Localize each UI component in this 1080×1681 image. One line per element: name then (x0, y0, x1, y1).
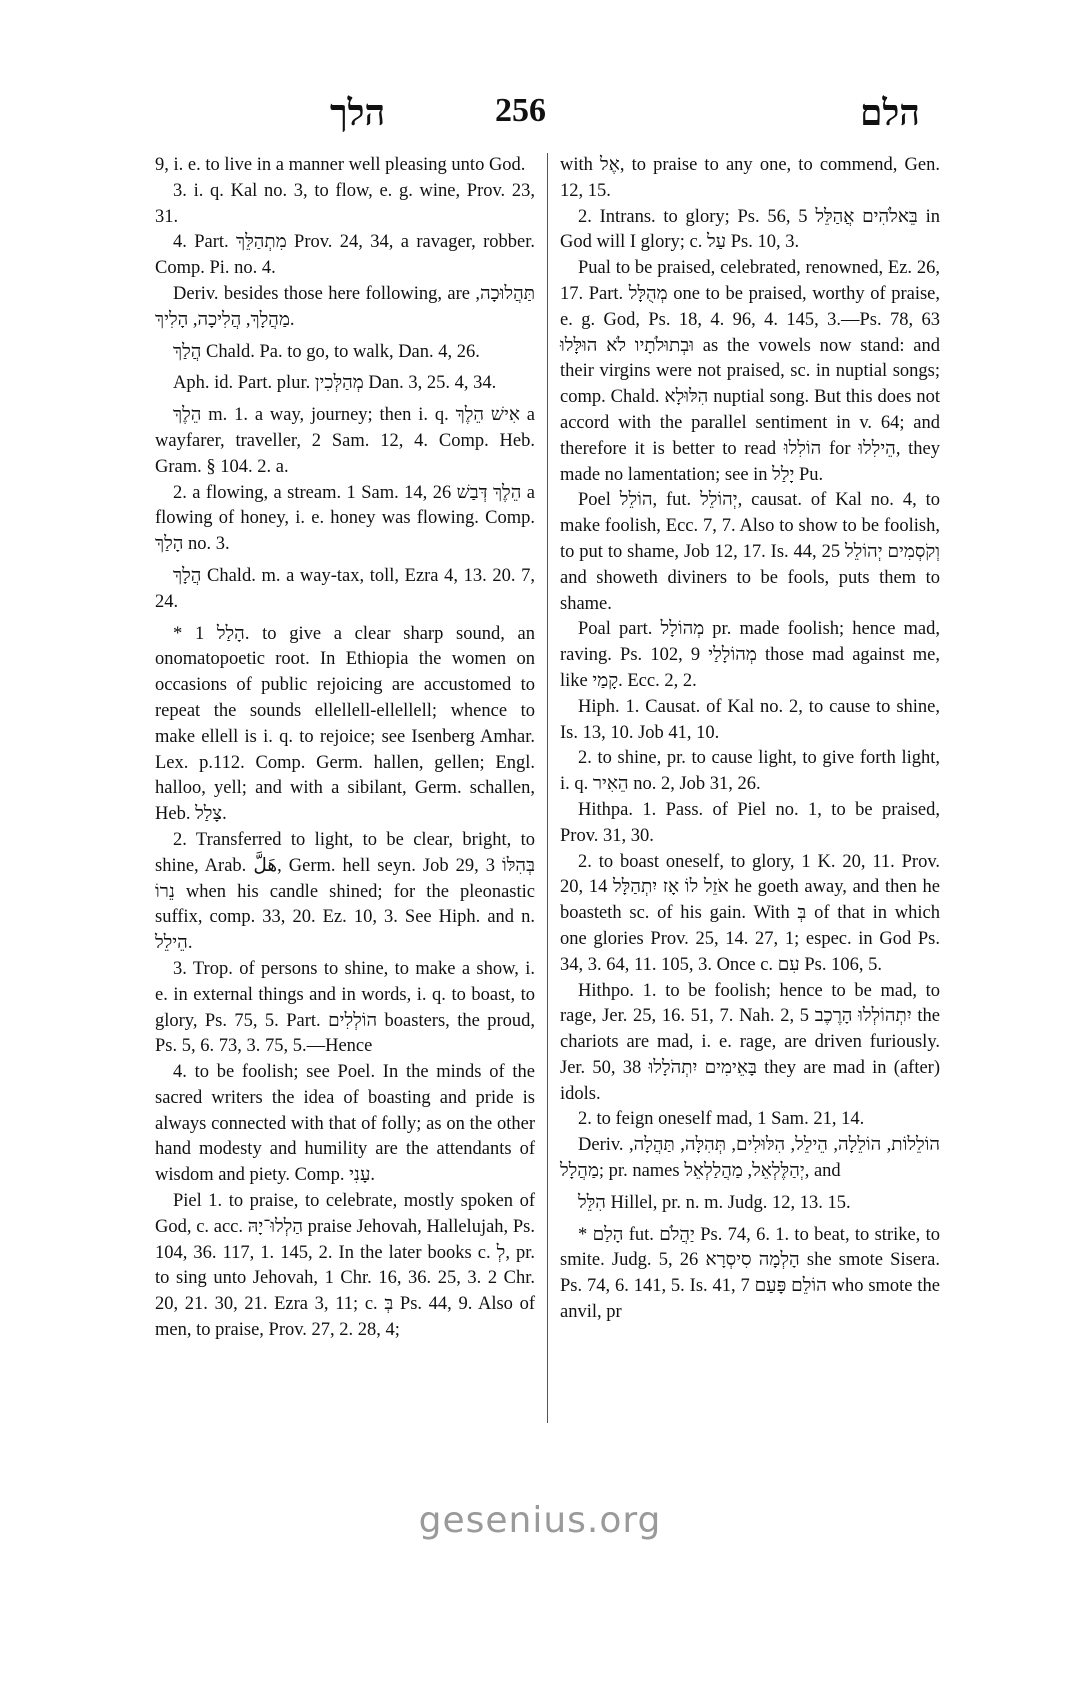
entry-headword-paragraph: הֵלֶךְ m. 1. a way, journey; then i. q. אִישׁ הֵלֶךְ a wayfarer, traveller, 2 Sam. 12, 4. Comp. Heb. Gram. § 104. 2. a. (155, 405, 535, 477)
entry-paragraph: 2. Transferred to light, to be clear, bright, to shine, Arab. هَلَّ, Germ. hell seyn. Job 29, 3 בְּהִלּוֹ נֵרוֹ when his candle shined; for the pleonastic suffix, comp. 33, 20. Ez. 10, 3. See Hiph. and n. הֵילֵל. (155, 829, 535, 954)
entry-paragraph: 2. Intrans. to glory; Ps. 56, 5 בֵּאלֹהִים אֲהַלֵּל in God will I glory; c. עַל Ps. 10, 3. (560, 206, 940, 253)
entry-paragraph: Hithpo. 1. to be foolish; hence to be mad, to rage, Jer. 25, 16. 51, 7. Nah. 2, 5 יִתְהוֹלְלוּ הָרֶכֶב the chariots are mad, i. e. rage, are driven furiously. Jer. 50, 38 בָּאֵימִים יִתְהֹלָלוּ they are mad in (after) idols. (560, 980, 940, 1104)
entry-headword-paragraph: הִלֵּל Hillel, pr. n. m. Judg. 12, 13. 15. (578, 1192, 851, 1213)
right-column (560, 153, 940, 1326)
page-number: 256 (495, 92, 546, 129)
page-header (150, 92, 940, 152)
entry-paragraph: Poal part. מְהוֹלָל pr. made foolish; hence mad, raving. Ps. 102, 9 מְהוֹלָלַי those mad against me, like קָמַי. Ecc. 2, 2. (560, 619, 941, 691)
column-divider (547, 153, 548, 1423)
entry-paragraph: 4. Part. מִתְהַלֵּךְ Prov. 24, 34, a ravager, robber. Comp. Pi. no. 4. (155, 232, 535, 279)
entry-paragraph: 2. to shine, pr. to cause light, to give forth light, i. q. הֵאִיר no. 2, Job 31, 26. (560, 748, 940, 795)
entry-paragraph: Pual to be praised, celebrated, renowned, Ez. 26, 17. Part. מְהֻלָּל one to be praised, worthy of praise, e. g. God, Ps. 18, 4. 96, 4. 145, 3.—Ps. 78, 63 וּבְתוּלֹתָיו לֹא הוּלָּלוּ as the vowels now stand: and their virgins were not praised, sc. in nuptial songs; comp. Chald. הִלּוּלָא nuptial song. But this does not accord with the parallel sentiment in v. 64; and therefore it is better to read הוֹלִלוּ for הֵילִלוּ, they made no lamentation; see in יָלַל Pu. (560, 258, 941, 485)
header-headword-left: הלך (330, 93, 386, 133)
entry-paragraph: Deriv. besides those here following, are תַּהֲלוּכָה, מַהֲלָךְ, הֲלִיכָה, הָלִיךְ. (155, 283, 535, 330)
entry-paragraph: 9, i. e. to live in a manner well pleasing unto God. (155, 155, 526, 175)
entry-paragraph: Piel 1. to praise, to celebrate, mostly spoken of God, c. acc. הַלְלוּ־יָהּ praise Jehovah, Hallelujah, Ps. 104, 36. 117, 1. 145, 2. In the later books c. לְ, pr. to sing unto Jehovah, 1 Chr. 16, 36. 25, 3. 2 Chr. 20, 21. 30, 21. Ezra 3, 11; c. בְּ Ps. 44, 9. Also of men, to praise, Prov. 27, 2. 28, 4; (155, 1191, 535, 1341)
entry-paragraph: Hithpa. 1. Pass. of Piel no. 1, to be praised, Prov. 31, 30. (560, 799, 940, 846)
entry-paragraph: with אֶל, to praise to any one, to commend, Gen. 12, 15. (560, 155, 941, 201)
header-headword-right: הלם (859, 93, 920, 133)
entry-paragraph: 2. a flowing, a stream. 1 Sam. 14, 26 הֵלֶךְ דְּבַשׁ a flowing of honey, i. e. honey was flowing. Comp. הָלַךְ no. 3. (155, 482, 535, 555)
entry-paragraph: 2. to feign oneself mad, 1 Sam. 21, 14. (578, 1109, 865, 1130)
entry-paragraph: Hiph. 1. Causat. of Kal no. 2, to cause to shine, Is. 13, 10. Job 41, 10. (560, 696, 940, 743)
entry-paragraph: 4. to be foolish; see Poel. In the minds of the sacred writers the idea of boasting and pride is always connected with that of folly; as on the other hand modesty and humility are the attendants of wisdom and piety. Comp. עָנִי. (155, 1062, 535, 1186)
entry-paragraph: Poel הוֹלֵל, fut. יְהוֹלֵל, causat. of Kal no. 4, to make foolish, Ecc. 7, 7. Also to show to be foolish, to put to shame, Job 12, 17. Is. 44, 25 וְקֹסְמִים יְהוֹלֵל and showeth diviners to be fools, puts them to shame. (560, 490, 940, 614)
entry-headword-paragraph: * הָלַל 1. to give a clear sharp sound, an onomatopoetic root. In Ethiopia the women on occasions of public rejoicing are accustomed to repeat the sounds ellellell-ellellell; whence to make ellell is i. q. to rejoice; see Isenberg Amhar. Lex. p.112. Comp. Germ. hallen, gellen; Engl. halloo, yell; and with a sibilant, Germ. schallen, Heb. צָלַל. (155, 623, 535, 825)
entry-headword-paragraph: * הָלַם fut. יַהֲלֹם Ps. 74, 6. 1. to beat, to strike, to smite. Judg. 5, 26 הָלְמָה סִיסְרָא she smote Sisera. Ps. 74, 6. 141, 5. Is. 41, 7 הוֹלֵם פָּעַם who smote the anvil, pr (560, 1224, 940, 1323)
site-watermark: gesenius.org (418, 1500, 662, 1541)
entry-paragraph: 3. Trop. of persons to shine, to make a show, i. e. in external things and in words, i. q. to boast, to glory, Ps. 75, 5. Part. הוֹלְלִים boasters, the proud, Ps. 5, 6. 73, 3. 75, 5.—Hence (155, 958, 535, 1057)
entry-headword-paragraph: הֲלָךְ Chald. m. a way-tax, toll, Ezra 4, 13. 20. 7, 24. (155, 565, 535, 612)
entry-paragraph: Aph. id. Part. plur. מְהַלְּכִין Dan. 3, 25. 4, 34. (173, 373, 497, 394)
entry-headword-paragraph: הֲלַךְ Chald. Pa. to go, to walk, Dan. 4, 26. (173, 341, 480, 362)
entry-paragraph: 3. i. q. Kal no. 3, to flow, e. g. wine, Prov. 23, 31. (155, 180, 535, 227)
entry-paragraph: 2. to boast oneself, to glory, 1 K. 20, 11. Prov. 20, 14 אֹזֵל לוֹ אָז יִתְהַלָּל he goeth away, and then he boasteth sc. of his gain. With בְּ of that in which one glories Prov. 25, 14. 27, 1; espec. in God Ps. 34, 3. 64, 11. 105, 3. Once c. עִם Ps. 106, 5. (560, 851, 941, 975)
left-column (155, 153, 535, 1344)
entry-paragraph: Deriv. הוֹלֵלוֹת, הוֹלֵלָה, הֵילֵל, הִלּוּלִים, תְּהִלָּה, תַּהֲלָה, מַהֲלָל; pr. names יְהַלֶּלְאֵל, מַהֲלַלְאֵל, and (560, 1135, 941, 1182)
